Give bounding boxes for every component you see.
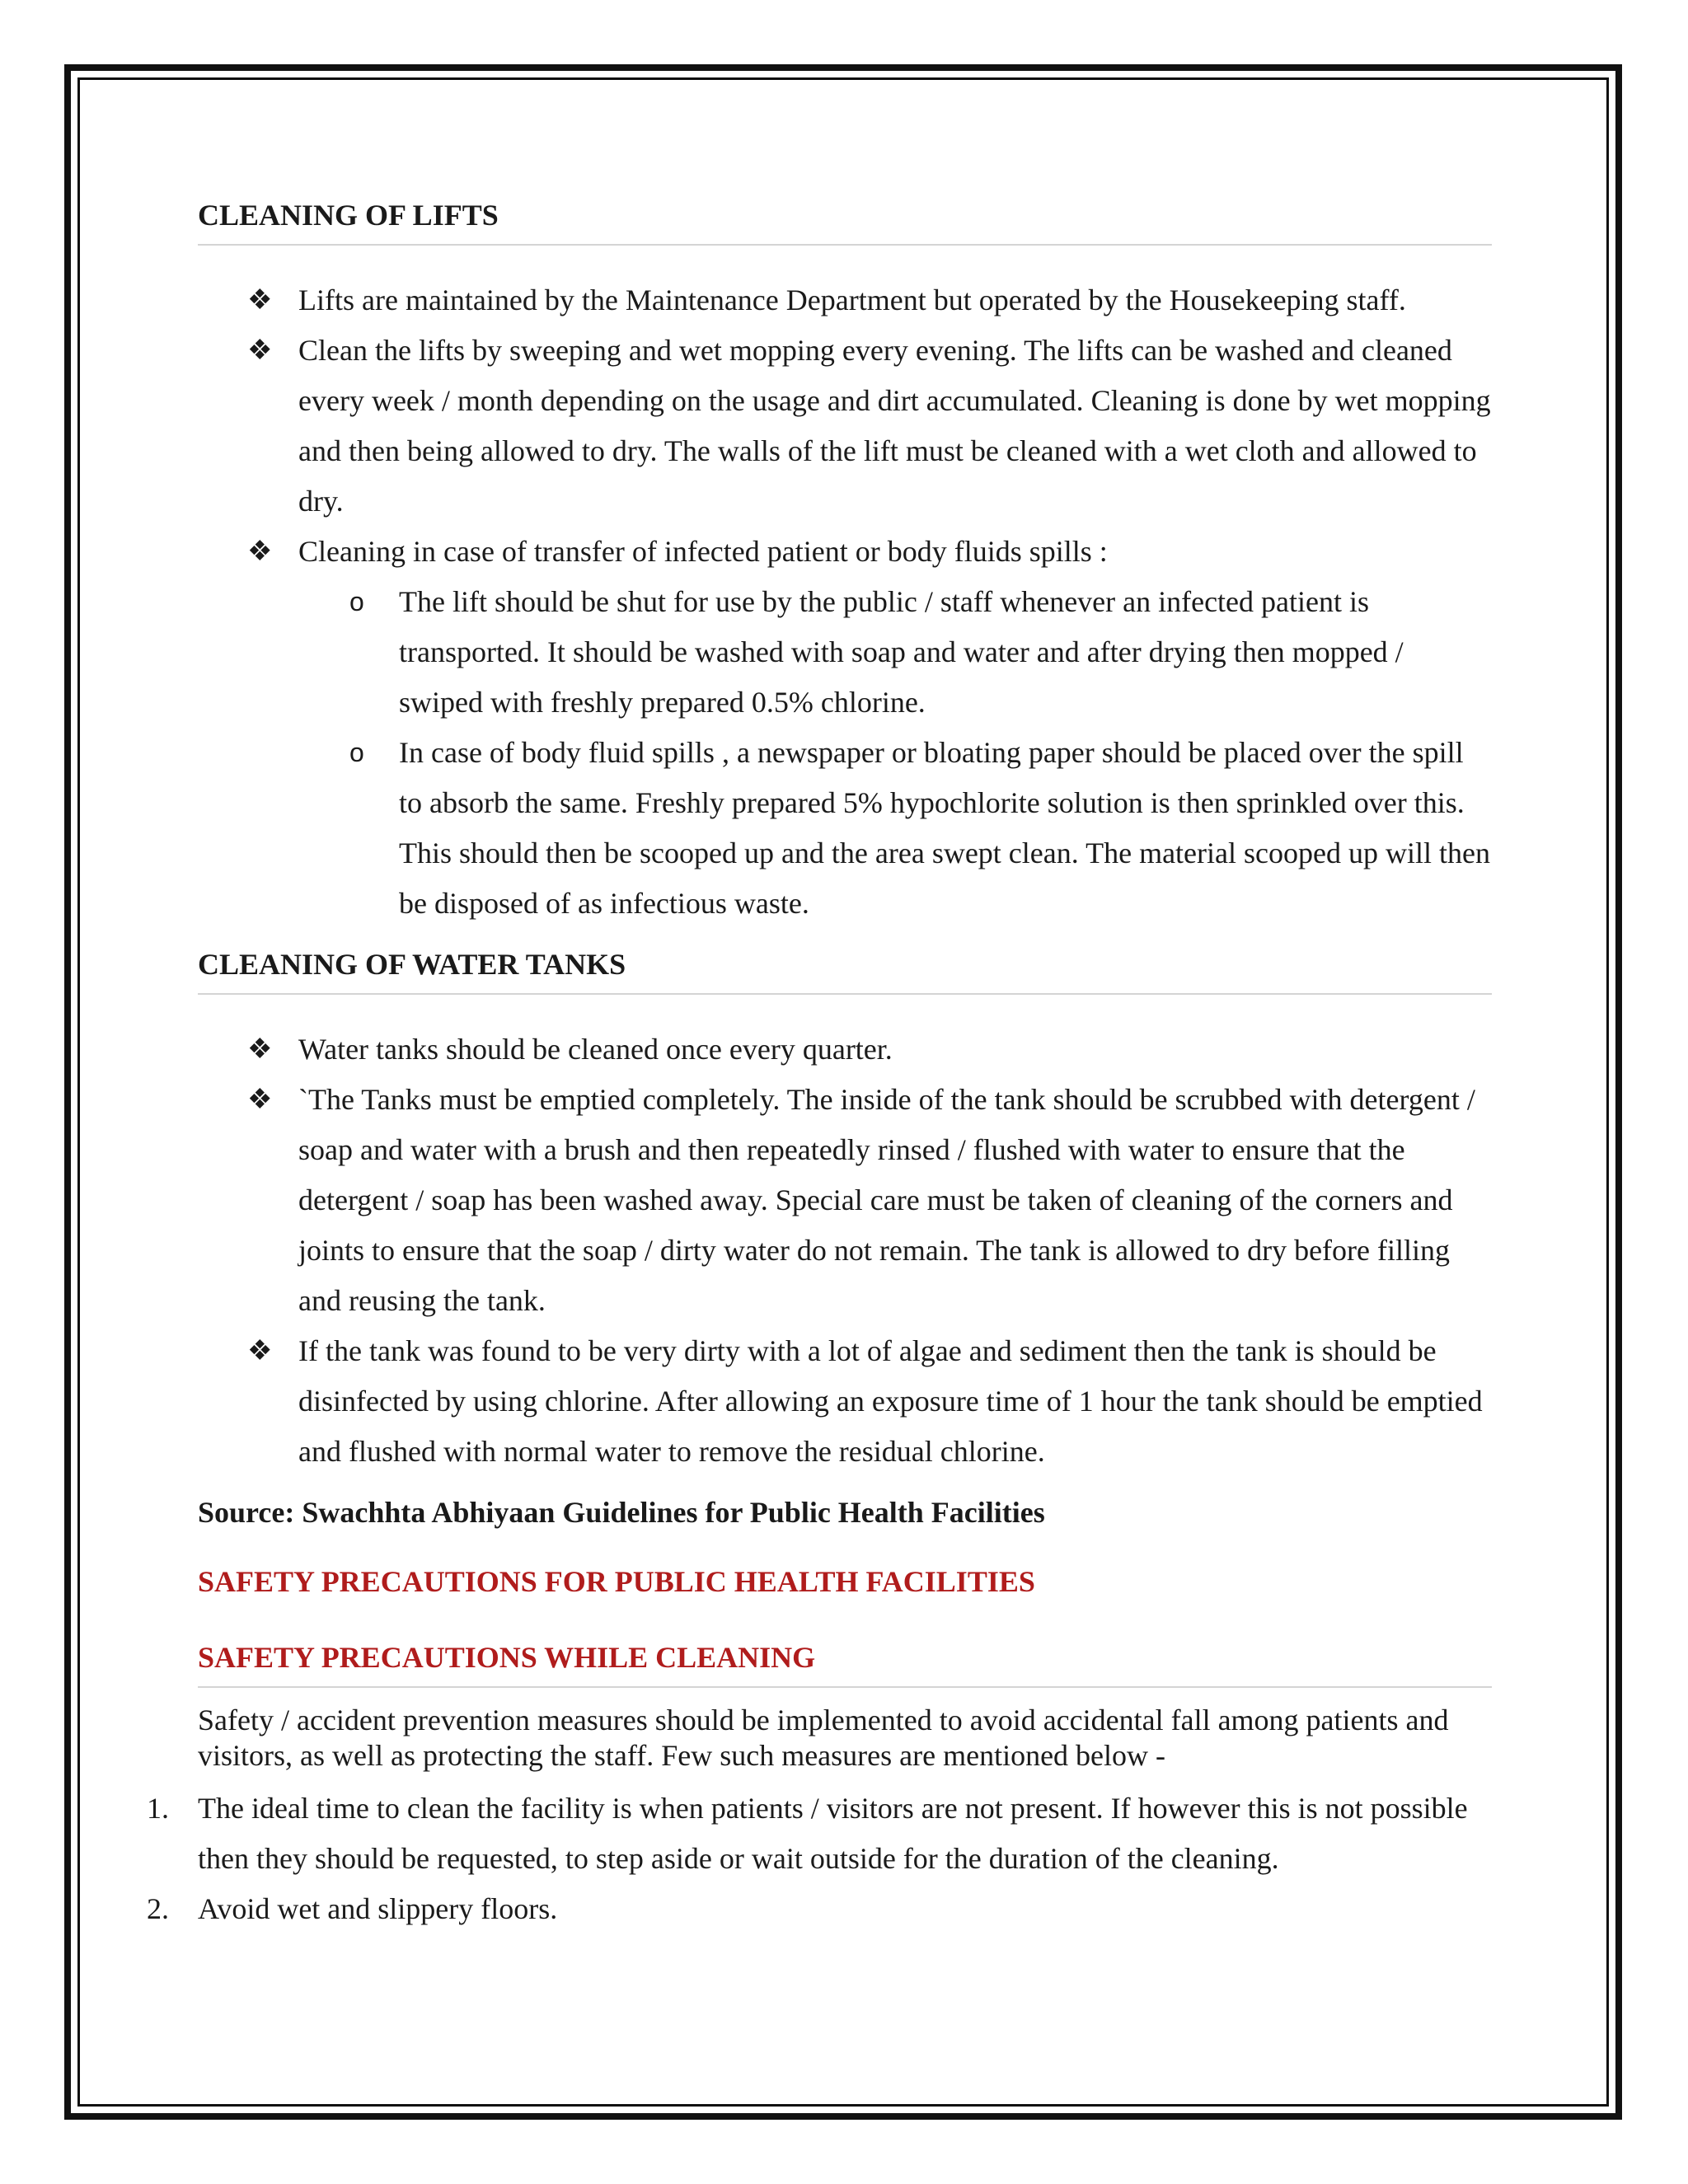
numbered-item xyxy=(147,1783,1492,1884)
list-item-text: Cleaning in case of transfer of infected patient or body fluids spills : xyxy=(298,535,1108,568)
list-item xyxy=(198,326,1492,527)
heading-cleaning-of-lifts: CLEANING OF LIFTS xyxy=(198,199,499,232)
diamond-bullet-icon: ❖ xyxy=(247,335,273,366)
list-item xyxy=(198,527,1492,929)
source-citation: Source: Swachhta Abhiyaan Guidelines for Public Health Facilities xyxy=(198,1496,1045,1529)
list-item-text: Water tanks should be cleaned once every quarter. xyxy=(298,1033,893,1066)
safety-intro-paragraph: Safety / accident prevention measures should be implemented to avoid accidental fall among patients and visitors, as well as protecting the staff. Few such measures are mentioned below - xyxy=(198,1704,1449,1772)
numbered-item-text: The ideal time to clean the facility is when patients / visitors are not present. If however this is not possible then they should be requested, to step aside or wait outside for the duration of the cleaning. xyxy=(198,1792,1468,1875)
document-content xyxy=(147,198,1492,1934)
circle-bullet-icon: o xyxy=(349,738,364,767)
sub-list-item-text: In case of body fluid spills , a newspaper or bloating paper should be placed over the spill to absorb the same. Freshly prepared 5% hypochlorite solution is then sprinkled over this. This should then be scooped up and the area swept clean. The material scooped up will then be disposed of as infectious waste. xyxy=(399,736,1490,920)
list-item xyxy=(198,1075,1492,1326)
diamond-bullet-icon: ❖ xyxy=(247,537,273,567)
heading-rule xyxy=(198,244,1492,246)
diamond-bullet-icon: ❖ xyxy=(247,1336,273,1366)
list-item-text: Lifts are maintained by the Maintenance Department but operated by the Housekeeping staff. xyxy=(298,284,1406,316)
circle-bullet-icon: o xyxy=(349,587,364,616)
list-item xyxy=(198,1024,1492,1075)
item-number: 2. xyxy=(147,1892,169,1925)
diamond-bullet-icon: ❖ xyxy=(247,285,273,316)
list-item-text: If the tank was found to be very dirty with a lot of algae and sediment then the tank is should be disinfected by using chlorine. After allowing an exposure time of 1 hour the tank should be emptied and flushed with normal water to remove the residual chlorine. xyxy=(298,1334,1483,1468)
lifts-sub-list xyxy=(298,577,1492,929)
diamond-bullet-icon: ❖ xyxy=(247,1085,273,1115)
heading-safety-precautions: SAFETY PRECAUTIONS FOR PUBLIC HEALTH FACILITIES xyxy=(198,1565,1035,1598)
list-item-text: Clean the lifts by sweeping and wet mopping every evening. The lifts can be washed and cleaned every week / month depending on the usage and dirt accumulated. Cleaning is done by wet mopping and then being allowed to dry. The walls of the lift must be cleaned with a wet cloth and allowed to dry. xyxy=(298,334,1491,518)
sub-list-item xyxy=(298,577,1492,728)
heading-safety-while-cleaning: SAFETY PRECAUTIONS WHILE CLEANING xyxy=(198,1641,816,1674)
safety-numbered-list xyxy=(147,1783,1492,1934)
numbered-item xyxy=(147,1884,1492,1934)
item-number: 1. xyxy=(147,1792,169,1825)
numbered-item-text: Avoid wet and slippery floors. xyxy=(198,1892,558,1925)
heading-rule xyxy=(198,1686,1492,1688)
diamond-bullet-icon: ❖ xyxy=(247,1034,273,1065)
heading-rule xyxy=(198,993,1492,995)
lifts-bullet-list xyxy=(198,275,1492,929)
sub-list-item-text: The lift should be shut for use by the public / staff whenever an infected patient is transported. It should be washed with soap and water and after drying then mopped / swiped with freshly prepared 0.5% chlorine. xyxy=(399,585,1404,719)
list-item xyxy=(198,1326,1492,1477)
sub-list-item xyxy=(298,728,1492,929)
tanks-bullet-list xyxy=(198,1024,1492,1477)
list-item xyxy=(198,275,1492,326)
list-item-text: `The Tanks must be emptied completely. The inside of the tank should be scrubbed with detergent / soap and water with a brush and then repeatedly rinsed / flushed with water to ensure that the detergent / soap has been washed away. Special care must be taken of cleaning of the corners and joints to ensure that the soap / dirty water do not remain. The tank is allowed to dry before filling and reusing the tank. xyxy=(298,1083,1475,1317)
heading-cleaning-of-water-tanks: CLEANING OF WATER TANKS xyxy=(198,948,626,981)
